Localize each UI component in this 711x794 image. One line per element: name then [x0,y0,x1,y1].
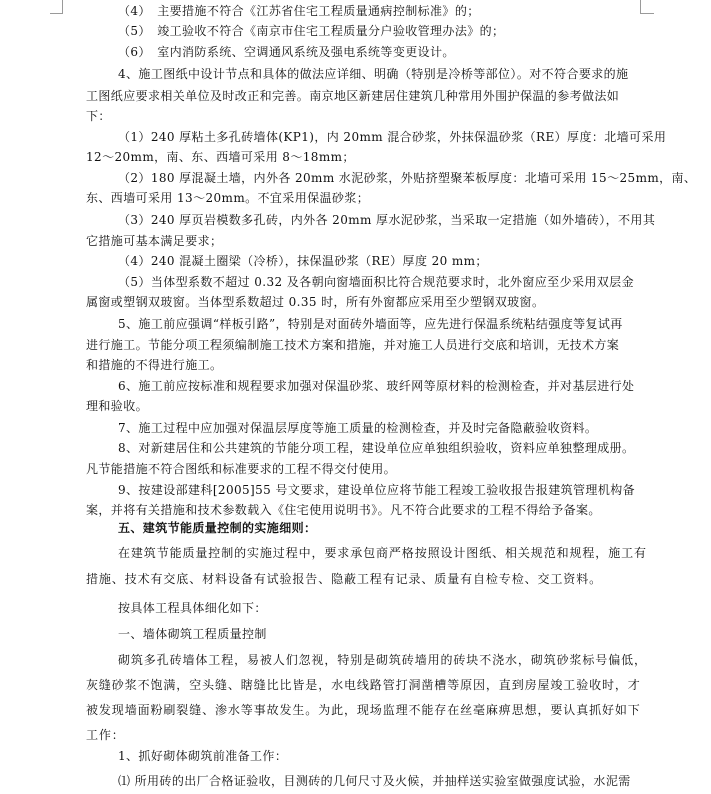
text-line: 在建筑节能质量控制的实施过程中，要求承包商严格按照设计图纸、相关规范和规程，施工有 [118,546,647,560]
text-line: 4、施工图纸中设计节点和具体的做法应详细、明确（特别是冷桥等部位）。对不符合要求的施 [118,67,629,81]
text-line: 工作： [86,728,125,742]
text-line: （5） 竣工验收不符合《南京市住宅工程质量分户验收管理办法》的； [118,24,505,38]
text-line: 进行施工。节能分项工程须编制施工技术方案和措施，并对施工人员进行交底和培训，无技术方案 [86,338,620,352]
section-heading: 五、建筑节能质量控制的实施细则： [118,521,317,535]
text-line: （4）240 混凝土圈梁（冷桥），抹保温砂浆（RE）厚度 20 mm； [118,254,488,268]
text-line: 7、施工过程中应加强对保温层厚度等施工质量的检测检查，并及时完备隐蔽验收资料。 [118,421,598,435]
text-line: （1）240 厚粘土多孔砖墙体(KP1)，内 20mm 混合砂浆，外抹保温砂浆（RE）厚度：北墙可采用 [118,130,667,144]
subheading: 一、墙体砌筑工程质量控制 [118,627,267,641]
text-line: 案，并将有关措施和技术参数载入《住宅使用说明书》。凡不符合此要求的工程不得给予备案。 [86,503,601,517]
text-line: （3）240 厚页岩模数多孔砖，内外各 20mm 厚水泥砂浆，当采取一定措施（如外墙砖），不用其 [118,213,656,227]
text-line: 凡节能措施不符合图纸和标准要求的工程不得交付使用。 [86,462,397,476]
text-line: （5）当体型系数不超过 0.32 及各朝向窗墙面积比符合规范要求时，北外窗应至少采用双层金 [118,275,634,289]
text-line: 工图纸应要求相关单位及时改正和完善。南京地区新建居住建筑几种常用外围护保温的参考做法如 [86,89,620,103]
text-line: 被发现墙面粉刷裂缝、渗水等事故发生。为此，现场监理不能存在丝毫麻痹思想，要认真抓好如下 [86,703,641,717]
text-line: 理和验收。 [86,399,149,413]
text-line: 6、施工前应按标准和规程要求加强对保温砂浆、玻纤网等原材料的检测检查，并对基层进行处 [118,379,635,393]
text-line: 措施、技术有交底、材料设备有试验报告、隐蔽工程有记录、质量有自检专检、交工资料。 [86,572,603,586]
text-line: 12～20mm，南、东、西墙可采用 8～18mm； [86,150,355,164]
text-line: 按具体工程具体细化如下： [118,601,267,615]
text-line: 8、对新建居住和公共建筑的节能分项工程，建设单位应单独组织验收，资料应单独整理成册。 [118,441,635,455]
text-line: 9、按建设部建科[2005]55 号文要求，建设单位应将节能工程竣工验收报告报建筑管理机构备 [118,483,636,497]
text-line: ⑴ 所用砖的出厂合格证验收，目测砖的几何尺寸及火候，并抽样送实验室做强度试验，水泥需 [118,774,631,788]
text-line: 它措施可基本满足要求； [86,234,223,248]
margin-mark-top-left [62,0,63,14]
text-line: 5、施工前应强调“样板引路”，特别是对面砖外墙面等，应先进行保温系统粘结强度等复试再 [118,317,623,331]
margin-mark-top-left [50,13,63,14]
text-line: （6） 室内消防系统、空调通风系统及强电系统等变更设计。 [118,45,455,59]
text-line: 东、西墙可采用 13～20mm。不宜采用保温砂浆； [86,191,370,205]
text-line: （2）180 厚混凝土墙，内外各 20mm 水泥砂浆，外贴挤塑聚苯板厚度：北墙可采用 15～25mm，南、 [118,171,697,185]
subheading: 1、抓好砌体砌筑前准备工作： [118,749,288,763]
text-line: 下： [86,109,111,123]
text-line: 砌筑多孔砖墙体工程，易被人们忽视，特别是砌筑砖墙用的砖块不浇水，砌筑砂浆标号偏低， [118,653,647,667]
text-line: 和措施的不得进行施工。 [86,358,223,372]
text-line: 灰缝砂浆不饱满，空头缝、瞎缝比比皆是，水电线路管打洞凿槽等原因，直到房屋竣工验收时，才 [86,678,641,692]
text-line: （4） 主要措施不符合《江苏省住宅工程质量通病控制标准》的； [118,4,480,18]
text-line: 属窗或塑钢双玻窗。当体型系数超过 0.35 时，所有外窗都应采用至少塑钢双玻窗。 [86,295,545,309]
